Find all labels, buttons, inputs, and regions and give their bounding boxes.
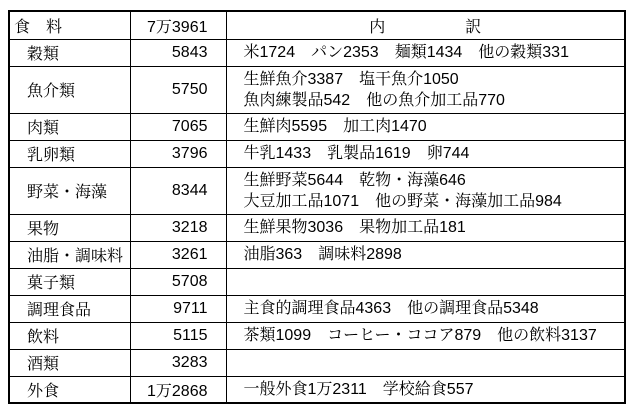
detail-cell [226,295,625,322]
total-amount-cell: 7万3961 [130,11,226,39]
table-row-dairy-eggs [9,140,625,167]
amount-cell: 3283 [130,349,226,376]
amount-cell: 1万2868 [130,376,226,403]
category-cell: 野菜・海藻 [9,167,130,214]
detail-cell [226,66,625,113]
amount-cell: 5843 [130,39,226,66]
table-row-cereals [9,39,625,66]
detail-cell [226,376,625,403]
amount-cell: 3261 [130,241,226,268]
amount-cell: 3796 [130,140,226,167]
detail-line: 生鮮魚介3387 塩干魚介1050 [243,70,459,88]
category-cell: 酒類 [9,349,130,376]
table-row-eating-out [9,376,625,403]
detail-cell [226,214,625,241]
table-row-prepared-foods [9,295,625,322]
table-row-confectionery [9,268,625,295]
table-row-seafood [9,66,625,113]
table-row-vegetables-seaweed [9,167,625,214]
detail-cell [226,241,625,268]
amount-cell: 8344 [130,167,226,214]
detail-cell [226,113,625,140]
table-row-oils-seasonings [9,241,625,268]
detail-line: 米1724 パン2353 麺類1434 他の穀類331 [243,44,569,61]
detail-cell [226,322,625,349]
breakdown-header-cell: 内 訳 [226,11,625,39]
detail-cell [226,349,625,376]
table-title-cell: 食 料 [9,11,130,39]
category-cell: 菓子類 [9,268,130,295]
detail-line: 生鮮果物3036 果物加工品181 [243,219,466,236]
detail-line: 大豆加工品1071 他の野菜・海藻加工品984 [243,192,562,210]
category-cell: 外食 [9,376,130,403]
category-cell: 穀類 [9,39,130,66]
detail-line: 油脂363 調味料2898 [243,246,402,263]
category-cell: 肉類 [9,113,130,140]
detail-line: 魚肉練製品542 他の魚介加工品770 [243,91,505,109]
detail-cell [226,268,625,295]
amount-cell: 3218 [130,214,226,241]
category-cell: 果物 [9,214,130,241]
detail-cell [226,39,625,66]
detail-cell [226,140,625,167]
food-expense-table [8,10,626,404]
detail-cell [226,167,625,214]
category-cell: 油脂・調味料 [9,241,130,268]
category-cell: 乳卵類 [9,140,130,167]
table-row-beverages [9,322,625,349]
amount-cell: 5115 [130,322,226,349]
header-row [9,11,625,39]
detail-line: 生鮮肉5595 加工肉1470 [243,118,427,135]
category-cell: 魚介類 [9,66,130,113]
table-row-alcohol [9,349,625,376]
amount-cell: 7065 [130,113,226,140]
table-row-fruits [9,214,625,241]
detail-line: 生鮮野菜5644 乾物・海藻646 [243,171,466,189]
detail-line: 一般外食1万2311 学校給食557 [243,380,474,398]
amount-cell: 9711 [130,295,226,322]
detail-line: 茶類1099 コーヒー・ココア879 他の飲料3137 [243,327,597,344]
amount-cell: 5750 [130,66,226,113]
amount-cell: 5708 [130,268,226,295]
detail-line: 牛乳1433 乳製品1619 卵744 [243,145,470,162]
category-cell: 飲料 [9,322,130,349]
category-cell: 調理食品 [9,295,130,322]
detail-line: 主食的調理食品4363 他の調理食品5348 [243,300,539,317]
table-row-meat [9,113,625,140]
